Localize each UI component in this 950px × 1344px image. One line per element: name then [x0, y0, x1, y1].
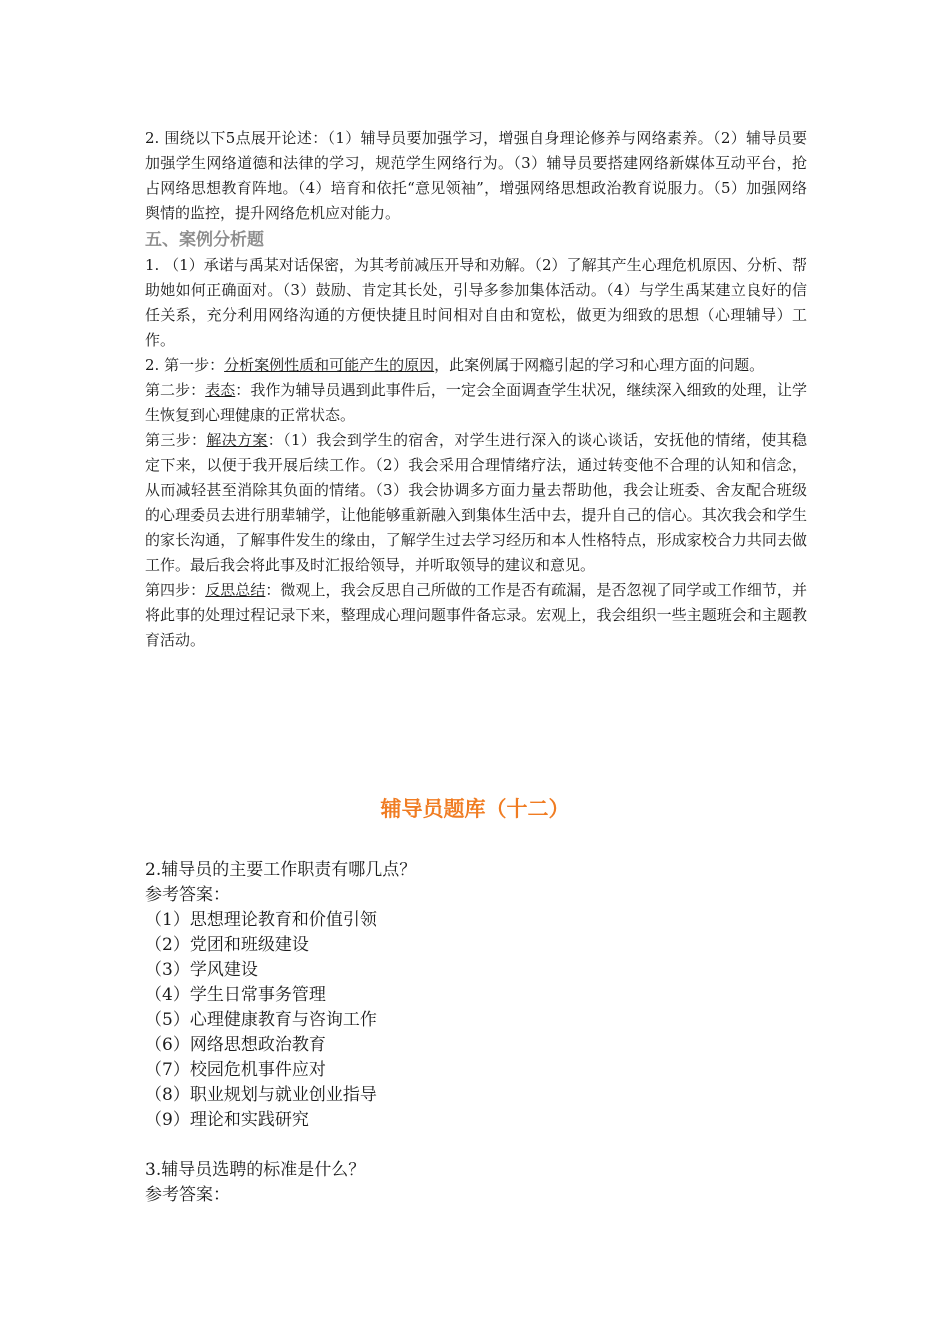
list-item: （8）职业规划与就业创业指导	[145, 1085, 377, 1105]
list-item: （3）学风建设	[145, 960, 258, 980]
step4-prefix: 第四步：	[145, 581, 206, 599]
step4-text: ：微观上，我会反思自己所做的工作是否有疏漏，是否忽视了同学或工作细节，并将此事的处理过程记录下来，整理成心理问题事件备忘录。宏观上，我会组织一些主题班会和主题教育活动。	[145, 581, 807, 649]
answer-label-3: 参考答案：	[145, 1185, 230, 1205]
step3-label: 解决方案	[206, 431, 268, 449]
case-answer-2-step3	[145, 428, 807, 578]
step1-text: ，此案例属于网瘾引起的学习和心理方面的问题。	[434, 356, 765, 374]
list-item: （6）网络思想政治教育	[145, 1035, 326, 1055]
step1-label: 分析案例性质和可能产生的原因	[224, 356, 435, 374]
answer-paragraph-network: 2. 围绕以下5点展开论述：（1）辅导员要加强学习，增强自身理论修养与网络素养。（2）辅导员要加强学生网络道德和法律的学习，规范学生网络行为。（3）辅导员要搭建网络新媒体互动平台，抢占网络思想教育阵地。（4）培育和依托“意见领袖”，增强网络思想政治教育说服力。（5）加强网络舆情的监控，提升网络危机应对能力。	[145, 129, 807, 222]
list-item: （4）学生日常事务管理	[145, 985, 326, 1005]
question-bank-title: 辅导员题库（十二）	[380, 797, 570, 821]
list-item: （7）校园危机事件应对	[145, 1060, 326, 1080]
question-list	[145, 858, 807, 1208]
list-item: （1）思想理论教育和价值引领	[145, 910, 377, 930]
step3-text: ：（1）我会到学生的宿舍，对学生进行深入的谈心谈话，安抚他的情绪，使其稳定下来，以便于我开展后续工作。（2）我会采用合理情绪疗法，通过转变他不合理的认知和信念，从而减轻甚至消除其负面的情绪。（3）我会协调多方面力量去帮助他，我会让班委、舍友配合班级的心理委员去进行朋辈辅学，让他能够重新融入到集体生活中去，提升自己的信心。其次我会和学生的家长沟通，了解事件发生的缘由，了解学生过去学习经历和本人性格特点，形成家校合力共同去做工作。最后我会将此事及时汇报给领导，并听取领导的建议和意见。	[145, 431, 807, 574]
section-heading-case-analysis: 五、案例分析题	[145, 230, 264, 250]
step2-label: 表态	[205, 381, 236, 399]
list-item: （2）党团和班级建设	[145, 935, 309, 955]
answer-label-2: 参考答案：	[145, 885, 230, 905]
case-answer-2-step2	[145, 378, 807, 428]
step2-text: ：我作为辅导员遇到此事件后，一定会全面调查学生状况，继续深入细致的处理，让学生恢复到心理健康的正常状态。	[145, 381, 807, 424]
step1-prefix: 2. 第一步：	[145, 356, 225, 374]
case-answer-2-step1	[145, 353, 807, 378]
document-body	[145, 126, 807, 653]
question-2: 2.辅导员的主要工作职责有哪几点？	[145, 860, 417, 880]
question-3: 3.辅导员选聘的标准是什么？	[145, 1160, 366, 1180]
step4-label: 反思总结	[205, 581, 266, 599]
case-answer-2-step4	[145, 578, 807, 653]
step2-prefix: 第二步：	[145, 381, 206, 399]
spacer	[145, 1133, 807, 1158]
case-answer-1: 1. （1）承诺与禹某对话保密，为其考前减压开导和劝解。（2）了解其产生心理危机原因、分析、帮助她如何正确面对。（3）鼓励、肯定其长处，引导多参加集体活动。（4）与学生禹某建立良好的信任关系，充分利用网络沟通的方便快捷且时间相对自由和宽松，做更为细致的思想（心理辅导）工作。	[145, 256, 807, 349]
step3-prefix: 第三步：	[145, 431, 207, 449]
list-item: （9）理论和实践研究	[145, 1110, 309, 1130]
list-item: （5）心理健康教育与咨询工作	[145, 1010, 377, 1030]
